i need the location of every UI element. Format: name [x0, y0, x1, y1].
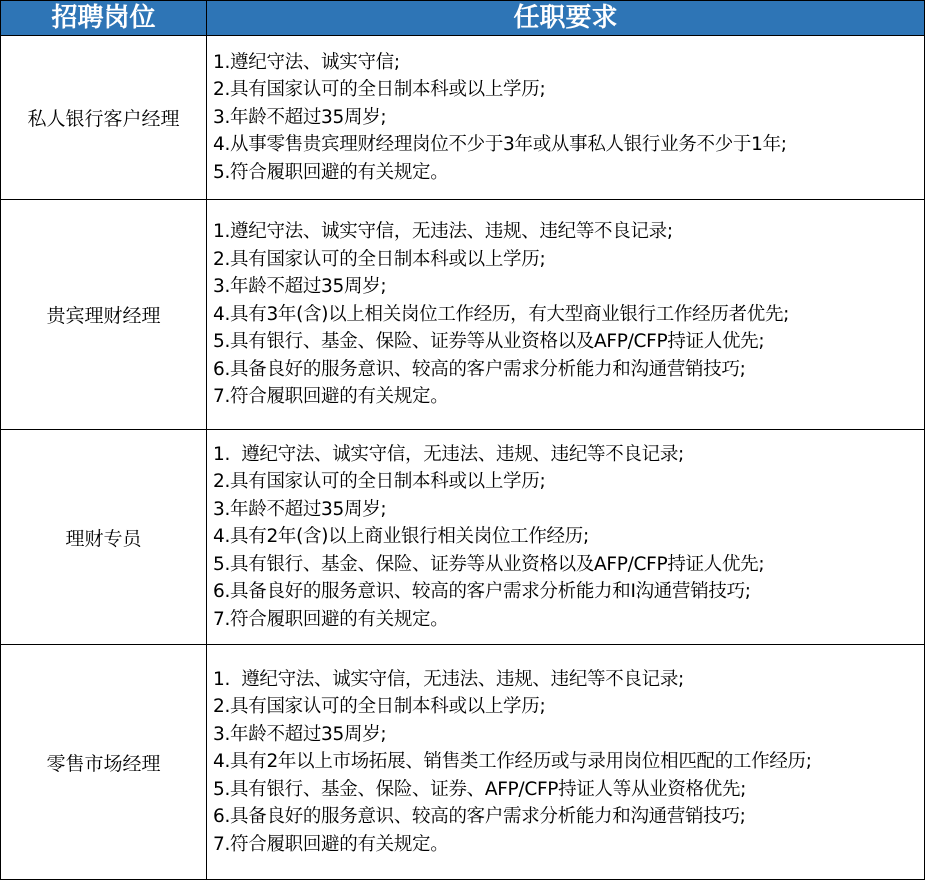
table-row: [1, 200, 925, 430]
requirement-item: 1. 遵纪守法、诚实守信，无违法、违规、违纪等不良记录;: [213, 443, 684, 465]
header-row: [1, 1, 925, 36]
table-row: [1, 645, 925, 880]
requirement-item: 6.具备良好的服务意识、较高的客户需求分析能力和I沟通营销技巧;: [213, 581, 751, 603]
position-cell: 贵宾理财经理: [1, 200, 207, 430]
requirement-item: 5.具有银行、基金、保险、证券等从业资格以及AFP/CFP持证人优先;: [213, 331, 765, 353]
requirement-item: 3.年龄不超过35周岁;: [213, 723, 387, 745]
requirement-item: 5.具有银行、基金、保险、证券等从业资格以及AFP/CFP持证人优先;: [213, 553, 765, 575]
header-requirements: 任职要求: [207, 1, 925, 36]
requirement-item: 4.具有2年以上市场拓展、销售类工作经历或与录用岗位相匹配的工作经历;: [213, 751, 812, 773]
requirement-item: 1. 遵纪守法、诚实守信，无违法、违规、违纪等不良记录;: [213, 668, 684, 690]
position-cell: 理财专员: [1, 430, 207, 645]
requirement-item: 5.符合履职回避的有关规定。: [213, 161, 449, 183]
requirements-cell: [207, 645, 925, 880]
requirement-item: 6.具备良好的服务意识、较高的客户需求分析能力和沟通营销技巧;: [213, 358, 746, 380]
requirement-item: 7.符合履职回避的有关规定。: [213, 833, 449, 855]
requirements-cell: [207, 430, 925, 645]
requirement-item: 3.年龄不超过35周岁;: [213, 106, 387, 128]
table-row: [1, 36, 925, 200]
header-position: 招聘岗位: [1, 1, 207, 36]
requirement-item: 3.年龄不超过35周岁;: [213, 276, 387, 298]
requirement-item: 4.具有2年(含)以上商业银行相关岗位工作经历;: [213, 526, 589, 548]
requirement-item: 2.具有国家认可的全日制本科或以上学历;: [213, 696, 546, 718]
table-row: [1, 430, 925, 645]
requirement-item: 5.具有银行、基金、保险、证券、AFP/CFP持证人等从业资格优先;: [213, 778, 747, 800]
requirement-item: 2.具有国家认可的全日制本科或以上学历;: [213, 79, 546, 101]
requirement-item: 2.具有国家认可的全日制本科或以上学历;: [213, 248, 546, 270]
requirement-item: 3.年龄不超过35周岁;: [213, 498, 387, 520]
position-cell: 零售市场经理: [1, 645, 207, 880]
requirement-item: 7.符合履职回避的有关规定。: [213, 608, 449, 630]
requirement-item: 4.具有3年(含)以上相关岗位工作经历，有大型商业银行工作经历者优先;: [213, 303, 790, 325]
requirement-item: 1.遵纪守法、诚实守信，无违法、违规、违纪等不良记录;: [213, 221, 673, 243]
requirement-item: 2.具有国家认可的全日制本科或以上学历;: [213, 471, 546, 493]
requirement-item: 6.具备良好的服务意识、较高的客户需求分析能力和沟通营销技巧;: [213, 806, 746, 828]
requirements-cell: [207, 36, 925, 200]
requirement-item: 7.符合履职回避的有关规定。: [213, 386, 449, 408]
requirement-item: 1.遵纪守法、诚实守信;: [213, 51, 400, 73]
requirement-item: 4.从事零售贵宾理财经理岗位不少于3年或从事私人银行业务不少于1年;: [213, 134, 787, 156]
position-cell: 私人银行客户经理: [1, 36, 207, 200]
requirements-cell: [207, 200, 925, 430]
